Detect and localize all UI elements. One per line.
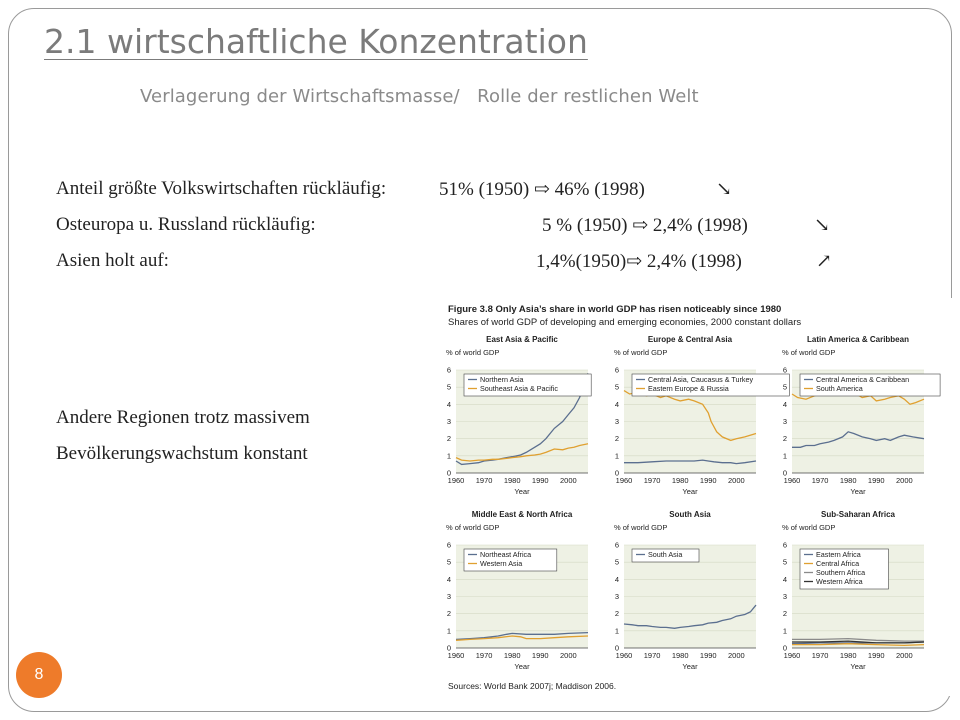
trend-arrow-icon: ↗	[816, 251, 832, 272]
y-tick-label: 4	[614, 399, 619, 409]
y-tick-label: 0	[782, 468, 787, 478]
bullet-label: Anteil größte Volkswirtschaften rückläufig:	[56, 178, 387, 199]
y-tick-label: 1	[782, 451, 787, 461]
legend-entry: Northern Asia	[480, 375, 524, 384]
x-tick-label: 1980	[839, 651, 857, 660]
x-tick-label: 1990	[867, 651, 885, 660]
x-tick-label: 1960	[615, 476, 633, 485]
y-tick-label: 5	[782, 382, 787, 392]
x-axis-label: Year	[682, 662, 698, 671]
y-tick-label: 2	[614, 434, 619, 444]
y-axis-label: % of world GDP	[446, 523, 500, 532]
y-axis-label: % of world GDP	[614, 523, 668, 532]
y-tick-label: 6	[782, 365, 787, 375]
y-tick-label: 6	[782, 540, 787, 550]
x-tick-label: 1990	[867, 476, 885, 485]
y-tick-label: 6	[446, 365, 451, 375]
y-tick-label: 3	[446, 592, 451, 601]
x-tick-label: 2000	[559, 651, 577, 660]
legend-entry: South Asia	[648, 550, 683, 559]
y-tick-label: 2	[782, 434, 787, 444]
legend-entry: Southeast Asia & Pacific	[480, 384, 558, 393]
y-tick-label: 6	[446, 540, 451, 550]
y-tick-label: 5	[782, 557, 787, 567]
y-axis-label: % of world GDP	[614, 348, 668, 357]
bullet-row	[56, 250, 856, 286]
figure-sources: Sources: World Bank 2007j; Maddison 2006.	[448, 681, 617, 691]
x-tick-label: 1990	[699, 476, 717, 485]
x-axis-label: Year	[682, 487, 698, 496]
x-tick-label: 1960	[447, 476, 465, 485]
x-tick-label: 1970	[475, 476, 493, 485]
y-tick-label: 5	[614, 382, 619, 392]
y-tick-label: 4	[446, 574, 451, 584]
x-tick-label: 2000	[559, 476, 577, 485]
x-tick-label: 1980	[503, 476, 521, 485]
chart-title: Europe & Central Asia	[647, 335, 733, 344]
x-tick-label: 1990	[531, 651, 549, 660]
legend-entry: Western Africa	[816, 577, 863, 586]
y-tick-label: 0	[614, 468, 619, 478]
x-tick-label: 1980	[503, 651, 521, 660]
x-tick-label: 1990	[699, 651, 717, 660]
x-tick-label: 1980	[671, 651, 689, 660]
y-tick-label: 1	[614, 626, 619, 636]
trend-arrow-icon: ↘	[814, 215, 830, 236]
y-tick-label: 3	[446, 417, 451, 426]
y-tick-label: 6	[614, 540, 619, 550]
y-tick-label: 1	[614, 451, 619, 461]
chart-panel	[782, 510, 924, 671]
x-tick-label: 1960	[783, 651, 801, 660]
y-tick-label: 0	[446, 643, 451, 653]
bullet-value: 5 % (1950) ⇨ 2,4% (1998)	[542, 215, 748, 236]
y-tick-label: 3	[614, 592, 619, 601]
slide-title: 2.1 wirtschaftliche Konzentration	[44, 22, 588, 61]
charts-grid	[428, 298, 953, 696]
legend-entry: Central America & Caribbean	[816, 375, 910, 384]
y-tick-label: 5	[446, 557, 451, 567]
x-axis-label: Year	[850, 662, 866, 671]
chart-panel	[614, 335, 789, 496]
trend-arrow-icon: ↘	[716, 179, 732, 200]
figure	[428, 298, 953, 696]
x-tick-label: 2000	[727, 651, 745, 660]
x-tick-label: 2000	[895, 476, 913, 485]
chart-panel	[614, 510, 756, 671]
x-tick-label: 1980	[671, 476, 689, 485]
x-tick-label: 1980	[839, 476, 857, 485]
y-tick-label: 2	[446, 609, 451, 619]
y-axis-label: % of world GDP	[782, 348, 836, 357]
x-axis-label: Year	[514, 487, 530, 496]
bullet-list	[56, 178, 856, 286]
x-tick-label: 1970	[811, 476, 829, 485]
x-tick-label: 1970	[475, 651, 493, 660]
chart-title: Latin America & Caribbean	[807, 335, 909, 344]
x-axis-label: Year	[514, 662, 530, 671]
legend-entry: Western Asia	[480, 559, 523, 568]
y-tick-label: 6	[614, 365, 619, 375]
legend-entry: Southern Africa	[816, 568, 866, 577]
x-tick-label: 1960	[615, 651, 633, 660]
y-tick-label: 3	[614, 417, 619, 426]
y-axis-label: % of world GDP	[446, 348, 500, 357]
chart-title: Sub-Saharan Africa	[821, 510, 895, 519]
bullet-row	[56, 214, 856, 250]
regions-note-line: Andere Regionen trotz massivem	[56, 407, 310, 428]
legend-entry: Eastern Europe & Russia	[648, 384, 729, 393]
y-tick-label: 2	[782, 609, 787, 619]
y-tick-label: 3	[782, 417, 787, 426]
y-tick-label: 1	[782, 626, 787, 636]
bullet-label: Asien holt auf:	[56, 250, 169, 271]
y-tick-label: 5	[614, 557, 619, 567]
x-tick-label: 1970	[643, 651, 661, 660]
x-tick-label: 1960	[783, 476, 801, 485]
x-tick-label: 1970	[811, 651, 829, 660]
bullet-label: Osteuropa u. Russland rückläufig:	[56, 214, 316, 235]
y-tick-label: 3	[782, 592, 787, 601]
y-tick-label: 5	[446, 382, 451, 392]
bullet-row	[56, 178, 856, 214]
legend-entry: Central Africa	[816, 559, 860, 568]
legend-entry: Central Asia, Caucasus & Turkey	[648, 375, 754, 384]
y-axis-label: % of world GDP	[782, 523, 836, 532]
y-tick-label: 0	[614, 643, 619, 653]
chart-panel	[446, 510, 588, 671]
chart-panel	[446, 335, 591, 496]
y-tick-label: 4	[782, 399, 787, 409]
y-tick-label: 2	[446, 434, 451, 444]
y-tick-label: 4	[446, 399, 451, 409]
y-tick-label: 4	[614, 574, 619, 584]
y-tick-label: 2	[614, 609, 619, 619]
x-tick-label: 2000	[727, 476, 745, 485]
bullet-value: 1,4%(1950)⇨ 2,4% (1998)	[536, 251, 742, 272]
y-tick-label: 0	[782, 643, 787, 653]
page-number-badge: 8	[16, 652, 62, 698]
regions-note-line: Bevölkerungswachstum konstant	[56, 443, 308, 464]
figure-title: Figure 3.8 Only Asia’s share in world GDP has risen noticeably since 1980	[448, 304, 782, 315]
chart-panel	[782, 335, 940, 496]
x-tick-label: 2000	[895, 651, 913, 660]
slide-subtitle: Verlagerung der Wirtschaftsmasse/ Rolle der restlichen Welt	[140, 86, 699, 107]
figure-subtitle: Shares of world GDP of developing and emerging economies, 2000 constant dollars	[448, 317, 802, 328]
legend-entry: Northeast Africa	[480, 550, 532, 559]
y-tick-label: 4	[782, 574, 787, 584]
y-tick-label: 0	[446, 468, 451, 478]
bullet-value: 51% (1950) ⇨ 46% (1998)	[439, 179, 645, 200]
x-tick-label: 1990	[531, 476, 549, 485]
regions-note	[56, 400, 310, 472]
y-tick-label: 1	[446, 451, 451, 461]
y-tick-label: 1	[446, 626, 451, 636]
x-tick-label: 1960	[447, 651, 465, 660]
legend-entry: Eastern Africa	[816, 550, 861, 559]
x-axis-label: Year	[850, 487, 866, 496]
chart-title: Middle East & North Africa	[471, 510, 573, 519]
chart-title: East Asia & Pacific	[486, 335, 558, 344]
x-tick-label: 1970	[643, 476, 661, 485]
chart-title: South Asia	[669, 510, 711, 519]
legend-entry: South America	[816, 384, 863, 393]
